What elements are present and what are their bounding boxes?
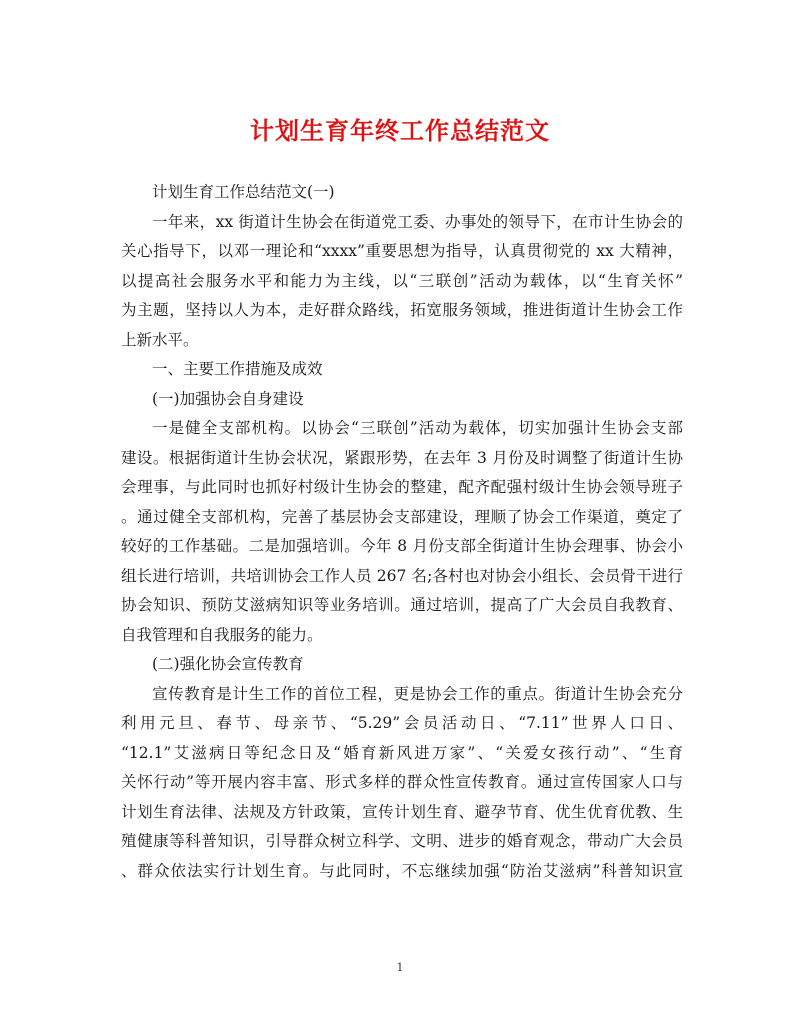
paragraph-line: 计划生育法律、法规及方针政策，宣传计划生育、避孕节育、优生优育优教、生 bbox=[121, 802, 683, 821]
subsection-heading: (二)强化协会宣传教育 bbox=[152, 655, 304, 673]
page-number: 1 bbox=[396, 961, 404, 974]
paragraph-line: 一年来，xx 街道计生协会在街道党工委、办事处的领导下，在市计生协会的 bbox=[152, 212, 683, 231]
paragraph-line: 协会知识、预防艾滋病知识等业务培训。通过培训，提高了广大会员自我教育、 bbox=[121, 596, 683, 614]
paragraph-line: 、群众依法实行计划生育。与此同时，不忘继续加强“防治艾滋病”科普知识宣 bbox=[121, 861, 683, 880]
paragraph-line: 殖健康等科普知识，引导群众树立科学、文明、进步的婚育观念，带动广大会员 bbox=[121, 832, 683, 850]
section-heading: 一、主要工作措施及成效 bbox=[152, 360, 323, 378]
paragraph-line: 建设。根据街道计生协会状况，紧跟形势，在去年 3 月份及时调整了街道计生协 bbox=[121, 448, 683, 467]
paragraph-line: 自我管理和自我服务的能力。 bbox=[121, 625, 323, 644]
paragraph-line: 上新水平。 bbox=[121, 330, 199, 349]
section-heading: 计划生育工作总结范文(一) bbox=[152, 183, 335, 201]
document-body bbox=[121, 178, 683, 886]
subsection-heading: (一)加强协会自身建设 bbox=[152, 389, 304, 408]
paragraph-line: 一是健全支部机构。以协会“三联创”活动为载体，切实加强计生协会支部 bbox=[152, 419, 683, 437]
paragraph-line: 以提高社会服务水平和能力为主线，以“三联创”活动为载体，以“生育关怀” bbox=[121, 271, 683, 290]
paragraph-line: 会理事，与此同时也抓好村级计生协会的整建，配齐配强村级计生协会领导班子 bbox=[121, 478, 683, 496]
paragraph-line: 关怀行动”等开展内容丰富、形式多样的群众性宣传教育。通过宣传国家人口与 bbox=[121, 773, 683, 791]
paragraph-line: 宣传教育是计生工作的首位工程，更是协会工作的重点。街道计生协会充分 bbox=[152, 684, 683, 703]
paragraph-line: 较好的工作基础。二是加强培训。今年 8 月份支部全街道计生协会理事、协会小 bbox=[121, 537, 683, 555]
paragraph-line: 关心指导下，以邓一理论和“xxxx”重要思想为指导，认真贯彻党的 xx 大精神， bbox=[121, 242, 683, 260]
paragraph-line: 组长进行培训，共培训协会工作人员 267 名;各村也对协会小组长、会员骨干进行 bbox=[121, 566, 683, 585]
paragraph-line: 为主题，坚持以人为本，走好群众路线，拓宽服务领域，推进街道计生协会工作 bbox=[121, 301, 683, 319]
paragraph-line: “12.1”艾滋病日等纪念日及“婚育新风进万家”、“关爱女孩行动”、“生育 bbox=[121, 743, 683, 762]
document-title: 计划生育年终工作总结范文 bbox=[250, 116, 550, 145]
paragraph-line: 利用元旦、春节、母亲节、“5.29”会员活动日、“7.11”世界人口日、 bbox=[121, 714, 683, 732]
paragraph-line: 。通过健全支部机构，完善了基层协会支部建设，理顺了协会工作渠道，奠定了 bbox=[121, 507, 683, 526]
